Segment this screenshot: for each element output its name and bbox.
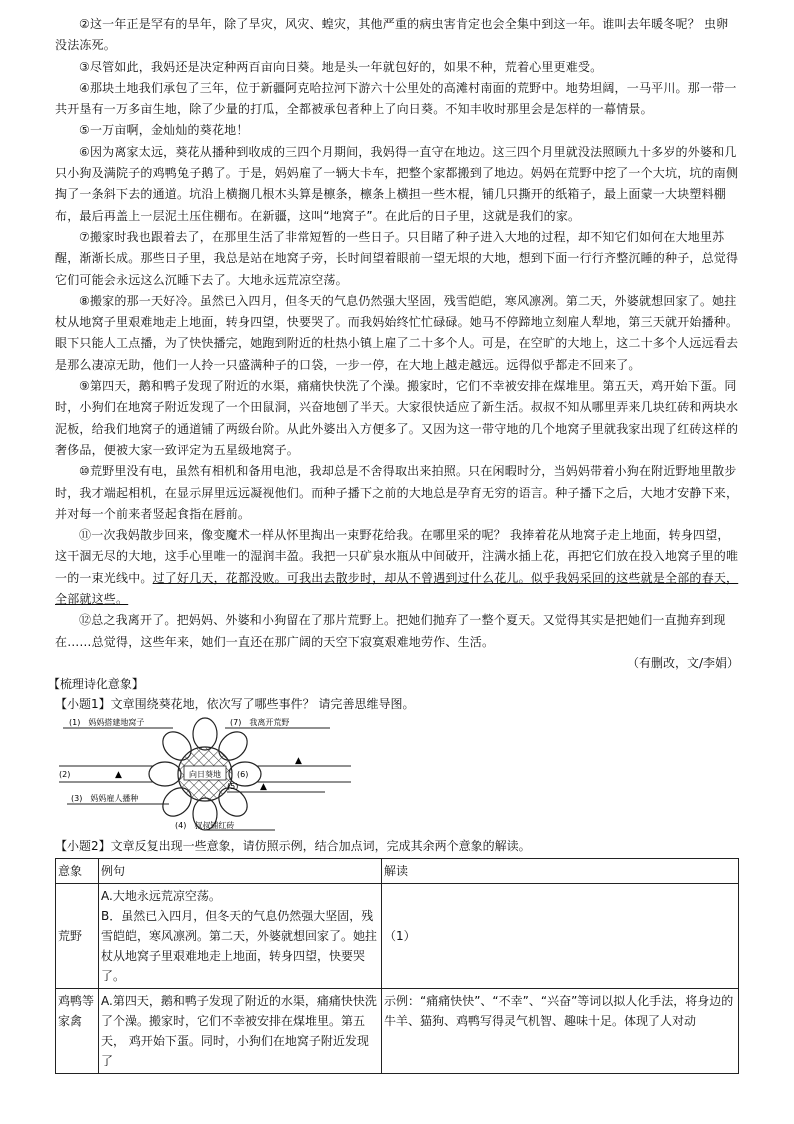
triangle-marker: ▲ (295, 755, 302, 766)
paragraph-2: ②这一年正是罕有的旱年，除了旱灾，风灾、蝗灾，其他严重的病虫害肯定也会全集中到这一年。谁叫去年暖冬呢？ 虫卵没法冻死。 (55, 17, 729, 53)
triangle-marker: ▲ (115, 769, 122, 780)
question-2: 【小题2】文章反复出现一些意象，请仿照示例，结合加点词，完成其余两个意象的解读。 (55, 838, 531, 853)
table-cell-image: 鸡鸭等家禽 (56, 988, 99, 1073)
table-header: 解读 (382, 858, 739, 883)
paragraph-9: ⑨第四天，鹅和鸭子发现了附近的水渠，痛痛快快洗了个澡。搬家时，它们不幸被安排在煤堆里。第五天，鸡开始下蛋。同时，小狗们在地窝子附近发现了一个田鼠洞，兴奋地刨了半天。大家很快适应了新生活。叔叔不知从哪里弄来几块红砖和两块水泥板，给我们地窝子的通道铺了两级台阶。从此外婆出入方便多了。又因为这一带守地的几个地窝子里就我家出现了红砖这样的奢侈品，便被大家一致评定为五星级地窝子。 (55, 379, 739, 457)
paragraph-7: ⑦搬家时我也跟着去了，在那里生活了非常短暂的一些日子。只目睹了种子进入大地的过程，却不知它们如何在大地里苏醒，渐渐长成。那些日子里，我总是站在地窝子旁，长时间望着眼前一望无垠的大地，想到下面一行行齐整沉睡的种子，总觉得它们可能会永远这么沉睡下去了。大地永远荒凉空荡。 (55, 229, 739, 287)
paragraph-11-text: ⑪一次我妈散步回来，像变魔术一样从怀里掏出一束野花给我。在哪里采的呢？ 我捧着花从地窝子走上地面，转身四望，这干涸无尽的大地，这手心里唯一的湿润丰盈。我把一只矿泉水瓶从中间破开，注满水插上花，再把它们放在投入地窝子里的唯一的一束光线中。 (55, 528, 739, 585)
table-header: 意象 (56, 858, 99, 883)
paragraph-11-underlined: 过了好几天，花都没败。可我出去散步时，却从不曾遇到过什么花儿。似乎我妈采回的这些就是全部的春天，全部就这些。 (55, 570, 739, 607)
paragraph-4: ④那块土地我们承包了三年，位于新疆阿克哈拉河下游六十公里处的高滩村南面的荒野中。地势坦阔，一马平川。那一带一共开垦有一万多亩生地，除了少量的打瓜，全都被承包者种上了向日葵。不知丰收时那里会是怎样的一幕情景。 (55, 80, 737, 117)
table-cell-answer: 示例：“痛痛快快”、“不幸”、“兴奋”等词以拟人化手法，将身边的牛羊、猫狗、鸡鸭写得灵气机智、趣味十足。体现了人对动 (382, 988, 739, 1073)
paragraph-3: ③尽管如此，我妈还是决定种两百亩向日葵。地是头一年就包好的，如果不种，荒着心里更难受。 (79, 59, 603, 74)
petal (149, 762, 181, 786)
table-cell-answer: （1） (382, 883, 739, 988)
source-credit: （有删改，文/李娟） (626, 655, 739, 670)
node-3: (3) 妈妈雇人播种 (71, 793, 139, 803)
paragraph-5: ⑤一万亩啊，金灿灿的葵花地！ (79, 123, 249, 138)
table-header: 例句 (99, 858, 382, 883)
paragraph-6: ⑥因为离家太远，葵花从播种到收成的三四个月期间，我妈得一直守在地边。这三四个月里就没法照顾九十多岁的外婆和几只小狗及满院子的鸡鸭兔子鹅了。于是，妈妈雇了一辆大卡车，把整个家都搬到了地边。妈妈在荒野中挖了一个大坑，坑的南侧掏了一条斜下去的通道。坑沿上横搁几根木头算是檩条，檩条上横担一些木棍，铺几只撕开的纸箱子，最上面蒙一大块塑料棚布，最后再盖上一层泥土压住棚布。在新疆，这叫“地窝子”。在此后的日子里，这就是我们的家。 (55, 144, 739, 223)
table-row (56, 883, 739, 988)
sunflower-diagram (55, 716, 355, 832)
mind-map (55, 716, 355, 832)
document-page (47, 14, 739, 1074)
center-label: 向日葵地 (189, 769, 221, 779)
table-cell-example: A.大地永远荒凉空荡。 B．虽然已入四月，但冬天的气息仍然强大坚固，残雪皑皑，寒风凛冽。第二天，外婆就想回家了。她拄杖从地窝子里艰难地走上地面，转身四望，快要哭了。 (99, 883, 382, 988)
section-title: 【梳理诗化意象】 (47, 676, 144, 691)
paragraph-12: ⑫总之我离开了。把妈妈、外婆和小狗留在了那片荒野上。把她们抛弃了一整个夏天。又觉得其实是把她们一直抛弃到现在……总觉得，这些年来，她们一直还在那广阔的天空下寂寞艰难地劳作、生活。 (55, 613, 726, 649)
table-row (56, 988, 739, 1073)
question-1: 【小题1】文章围绕葵花地，依次写了哪些事件？ 请完善思维导图。 (55, 696, 415, 711)
table-cell-image: 荒野 (56, 883, 99, 988)
node-2: (2) (59, 769, 71, 779)
node-4: (4) 叔叔铺红砖 (175, 820, 235, 830)
node-7: (7) 我离开荒野 (230, 717, 290, 727)
paragraph-8: ⑧搬家的那一天好冷。虽然已入四月，但冬天的气息仍然强大坚固，残雪皑皑，寒风凛冽。第二天，外婆就想回家了。她拄杖从地窝子里艰难地走上地面，转身四望，快要哭了。而我妈始终忙忙碌碌。她马不停蹄地立刻雇人犁地，第三天就开始播种。眼下只能人工点播，为了快快播完，她跑到附近的杜热小镇上雇了二十多个人。可是，在空旷的大地上，这二十多个人远远看去是那么凄凉无助，他们一人拎一只盛满种子的口袋，一步一停，在大地上越走越远。远得似乎都走不回来了。 (55, 293, 739, 372)
imagery-table (55, 858, 739, 1074)
article-body (55, 14, 739, 674)
table-header-row (56, 858, 739, 883)
node-1: (1) 妈妈搭建地窝子 (69, 717, 145, 727)
table-cell-example: A.第四天，鹅和鸭子发现了附近的水渠，痛痛快快洗了个澡。搬家时，它们不幸被安排在煤堆里。第五天， 鸡开始下蛋。同时，小狗们在地窝子附近发现了 (99, 988, 382, 1073)
paragraph-11 (55, 525, 739, 610)
node-6: (6) (237, 769, 249, 779)
triangle-marker: ▲ (260, 781, 267, 792)
petal (193, 718, 217, 750)
node-5: (5) (227, 781, 239, 791)
paragraph-10: ⑩荒野里没有电，虽然有相机和备用电池，我却总是不舍得取出来拍照。只在闲暇时分，当妈妈带着小狗在附近野地里散步时，我才端起相机，在显示屏里远远凝视他们。而种子播下之前的大地总是孕育无穷的语言。种子播下之后，大地才安静下来，并对每一个前来者竖起食指在唇前。 (55, 464, 739, 521)
